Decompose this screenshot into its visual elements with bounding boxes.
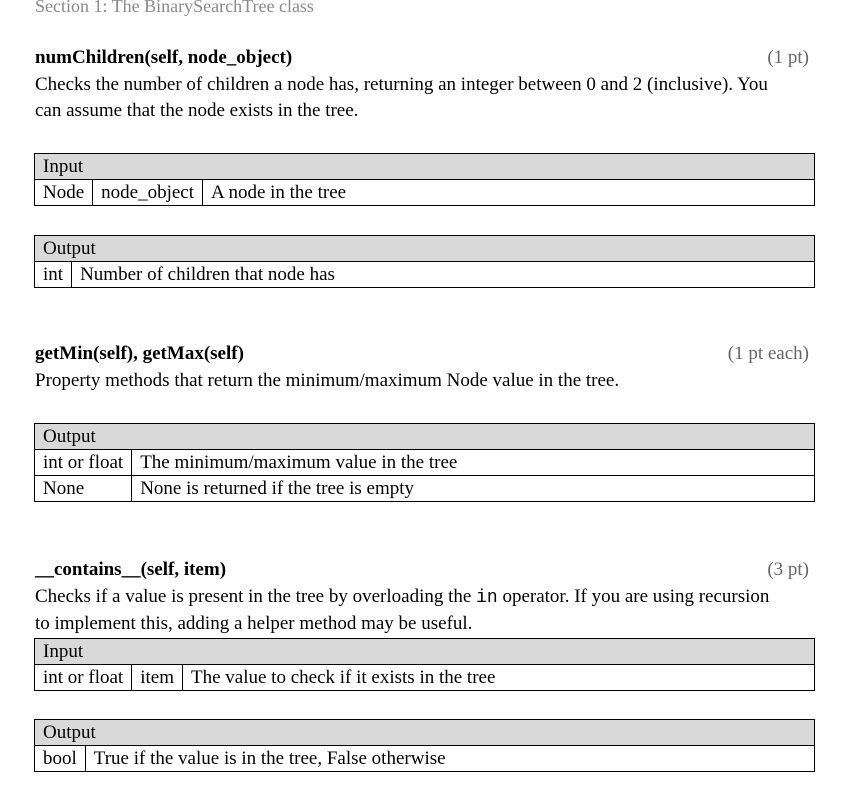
table-row — [35, 450, 815, 476]
description-line: Property methods that return the minimum/maximum Node value in the tree. — [35, 370, 620, 391]
type-cell: int — [35, 262, 72, 288]
points-label: (1 pt) — [767, 47, 809, 68]
section-header: Section 1: The BinarySearchTree class — [35, 0, 314, 16]
inline-code: in — [476, 588, 498, 608]
description-cell: Number of children that node has — [72, 262, 815, 288]
description-cell: The minimum/maximum value in the tree — [132, 450, 815, 476]
table-row — [35, 476, 815, 502]
output-table — [34, 719, 815, 772]
table-row — [35, 665, 815, 691]
method-description — [35, 72, 768, 124]
table-row — [35, 746, 815, 772]
input-table — [34, 153, 815, 206]
output-table — [34, 423, 815, 502]
description-line — [35, 584, 769, 611]
table-title: Output — [35, 236, 815, 262]
table-row — [35, 180, 815, 206]
table-title: Output — [35, 720, 815, 746]
table-row — [35, 262, 815, 288]
table-title: Input — [35, 639, 815, 665]
description-text: Checks if a value is present in the tree by overloading the — [35, 586, 477, 607]
description-cell: None is returned if the tree is empty — [132, 476, 815, 502]
type-cell: Node — [35, 180, 93, 206]
type-cell: bool — [35, 746, 86, 772]
method-description — [35, 584, 769, 637]
description-line: can assume that the node exists in the tree. — [35, 100, 359, 121]
description-line: Checks the number of children a node has, returning an integer between 0 and 2 (inclusive). You — [35, 74, 768, 95]
table-title: Output — [35, 424, 815, 450]
description-line: to implement this, adding a helper method may be useful. — [35, 613, 473, 634]
param-cell: node_object — [93, 180, 203, 206]
description-cell: The value to check if it exists in the tree — [182, 665, 814, 691]
method-signature-getmin-getmax: getMin(self), getMax(self) — [35, 343, 244, 364]
method-signature-numchildren: numChildren(self, node_object) — [35, 47, 293, 68]
description-cell: A node in the tree — [203, 180, 815, 206]
description-text: operator. If you are using recursion — [497, 586, 770, 607]
type-cell: int or float — [35, 450, 132, 476]
method-description — [35, 368, 619, 394]
description-cell: True if the value is in the tree, False otherwise — [85, 746, 814, 772]
points-label: (1 pt each) — [727, 343, 809, 364]
table-title: Input — [35, 154, 815, 180]
points-label: (3 pt) — [767, 559, 809, 580]
param-cell: item — [132, 665, 183, 691]
type-cell: None — [35, 476, 132, 502]
method-signature-contains: __contains__(self, item) — [35, 559, 227, 580]
output-table — [34, 235, 815, 288]
type-cell: int or float — [35, 665, 132, 691]
input-table — [34, 638, 815, 691]
